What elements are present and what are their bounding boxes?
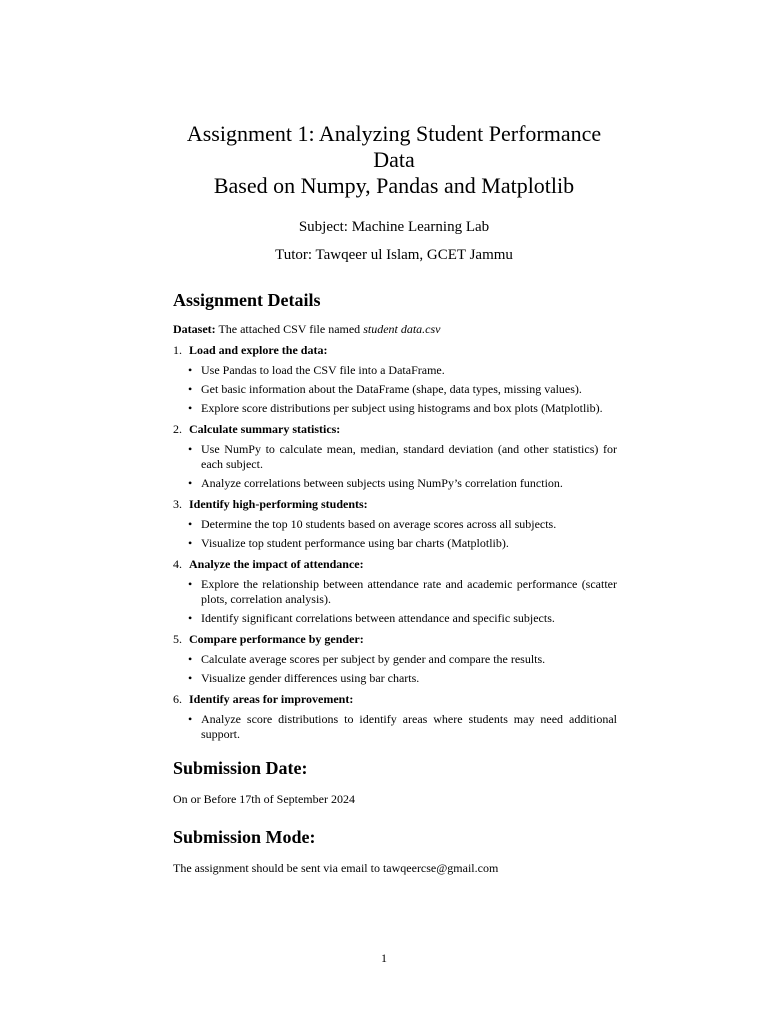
bullet-list xyxy=(173,712,617,742)
subject-line: Subject: Machine Learning Lab xyxy=(298,219,490,235)
bullet-item xyxy=(188,652,617,667)
title-line-3: Based on Numpy, Pandas and Matplotlib xyxy=(213,173,575,198)
task-list xyxy=(173,343,617,742)
bullet-icon: • xyxy=(188,712,193,726)
dataset-text: The attached CSV file named xyxy=(218,322,361,336)
bullet-item xyxy=(188,671,617,686)
bullet-icon: • xyxy=(188,536,193,550)
bullet-icon: • xyxy=(188,382,193,396)
page-number: 1 xyxy=(381,951,387,965)
task-title: Calculate summary statistics: xyxy=(189,422,341,436)
bullet-icon: • xyxy=(188,442,193,456)
task-item xyxy=(173,632,617,686)
task-heading xyxy=(173,497,617,512)
task-number: 5. xyxy=(173,632,182,646)
title-line-2: Data xyxy=(373,147,415,172)
task-heading xyxy=(173,557,617,572)
title-line-1: Assignment 1: Analyzing Student Performance xyxy=(186,121,602,146)
bullet-icon: • xyxy=(188,517,193,531)
bullet-icon: • xyxy=(188,401,193,415)
bullet-text: Visualize top student performance using bar charts (Matplotlib). xyxy=(201,536,509,550)
bullet-item xyxy=(188,611,617,626)
bullet-list xyxy=(173,363,617,416)
task-title: Compare performance by gender: xyxy=(189,632,364,646)
bullet-icon: • xyxy=(188,363,193,377)
task-number: 3. xyxy=(173,497,182,511)
submission-mode-text: The assignment should be sent via email to tawqeercse@gmail.com xyxy=(173,861,499,875)
task-number: 1. xyxy=(173,343,182,357)
bullet-icon: • xyxy=(188,652,193,666)
bullet-text: Analyze score distributions to identify areas where students may need additional support. xyxy=(201,712,617,741)
bullet-item xyxy=(188,517,617,532)
bullet-list xyxy=(173,442,617,491)
bullet-text: Calculate average scores per subject by gender and compare the results. xyxy=(201,652,546,666)
bullet-item xyxy=(188,442,617,472)
bullet-text: Explore the relationship between attendance rate and academic performance (scatter plots, correlation analysis). xyxy=(201,577,617,606)
tutor-line: Tutor: Tawqeer ul Islam, GCET Jammu xyxy=(275,247,513,263)
submission-date-text: On or Before 17th of September 2024 xyxy=(173,792,355,806)
bullet-list xyxy=(173,517,617,551)
submission-date-heading: Submission Date: xyxy=(173,758,308,778)
bullet-text: Get basic information about the DataFrame (shape, data types, missing values). xyxy=(201,382,582,396)
bullet-item xyxy=(188,363,617,378)
task-number: 6. xyxy=(173,692,182,706)
submission-date-section xyxy=(173,756,617,807)
task-heading xyxy=(173,422,617,437)
task-title: Load and explore the data: xyxy=(189,343,328,357)
dataset-label: Dataset: xyxy=(173,322,216,336)
bullet-item xyxy=(188,712,617,742)
task-heading xyxy=(173,632,617,647)
bullet-item xyxy=(188,382,617,397)
task-number: 4. xyxy=(173,557,182,571)
submission-mode-heading: Submission Mode: xyxy=(173,827,316,847)
dataset-line xyxy=(173,322,617,337)
task-item xyxy=(173,497,617,551)
bullet-item xyxy=(188,577,617,607)
bullet-text: Use NumPy to calculate mean, median, standard deviation (and other statistics) for each subject. xyxy=(201,442,617,471)
bullet-item xyxy=(188,476,617,491)
task-item xyxy=(173,343,617,416)
task-number: 2. xyxy=(173,422,182,436)
dataset-file: student data.csv xyxy=(363,322,441,336)
bullet-text: Use Pandas to load the CSV file into a DataFrame. xyxy=(201,363,445,377)
document-title xyxy=(150,121,638,199)
main-content xyxy=(173,288,617,876)
task-heading xyxy=(173,343,617,358)
bullet-icon: • xyxy=(188,671,193,685)
task-heading xyxy=(173,692,617,707)
bullet-text: Explore score distributions per subject using histograms and box plots (Matplotlib). xyxy=(201,401,603,415)
task-title: Identify high-performing students: xyxy=(189,497,368,511)
submission-mode-section xyxy=(173,825,617,876)
bullet-icon: • xyxy=(188,476,193,490)
bullet-item xyxy=(188,401,617,416)
task-title: Analyze the impact of attendance: xyxy=(189,557,364,571)
bullet-item xyxy=(188,536,617,551)
bullet-icon: • xyxy=(188,611,193,625)
assignment-details-heading: Assignment Details xyxy=(173,290,321,310)
bullet-text: Identify significant correlations between attendance and specific subjects. xyxy=(201,611,555,625)
task-item xyxy=(173,692,617,742)
bullet-list xyxy=(173,577,617,626)
bullet-icon: • xyxy=(188,577,193,591)
bullet-text: Analyze correlations between subjects using NumPy’s correlation function. xyxy=(201,476,563,490)
task-title: Identify areas for improvement: xyxy=(189,692,354,706)
bullet-text: Determine the top 10 students based on average scores across all subjects. xyxy=(201,517,557,531)
task-item xyxy=(173,422,617,491)
bullet-list xyxy=(173,652,617,686)
task-item xyxy=(173,557,617,626)
bullet-text: Visualize gender differences using bar charts. xyxy=(201,671,420,685)
